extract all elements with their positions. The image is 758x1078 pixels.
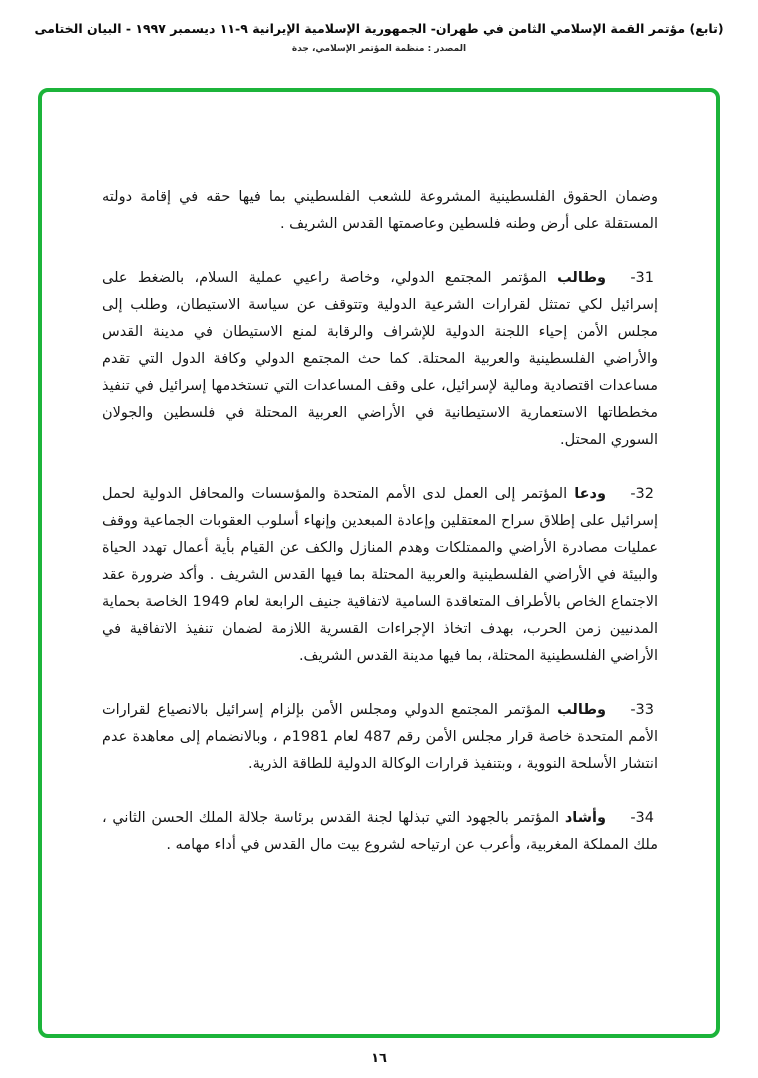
paragraph-31-lead: وطالب bbox=[557, 270, 606, 286]
page-number: ١٦ bbox=[371, 1051, 387, 1066]
paragraph-34-marker: -34 bbox=[630, 810, 654, 826]
document-title: (تابع) مؤتمر القمة الإسلامي الثامن في طهران- الجمهورية الإسلامية الإيرانية ٩-١١ ديسمبر ١٩٩٧ - البيان الختامى bbox=[34, 21, 724, 36]
paragraph-31-text: المؤتمر المجتمع الدولي، وخاصة راعيي عملية السلام، بالضغط على إسرائيل لكي تمتثل لقرارات الشرعية الدولية وتتوقف عن سياسة الاستيطان، وطلب إلى مجلس الأمن إحياء اللجنة الدولية للإشراف والرقابة لمنع الاستيطان في مدينة القدس والأراضي الفلسطينية والعربية المحتلة. كما حث المجتمع الدولي وكافة الدول التي تقدم مساعدات اقتصادية ومالية لإسرائيل، على وقف المساعدات التي تستخدمها إسرائيل في تنفيذ مخططاتها الاستعمارية الاستيطانية في الأراضي العربية المحتلة في فلسطين والجولان السوري المحتل. bbox=[102, 270, 658, 448]
document-header bbox=[0, 20, 758, 54]
intro-paragraph: وضمان الحقوق الفلسطينية المشروعة للشعب الفلسطيني بما فيها حقه في إقامة دولته المستقلة على أرض وطنه فلسطين وعاصمتها القدس الشريف . bbox=[102, 189, 658, 232]
paragraph-32-marker: -32 bbox=[630, 486, 654, 502]
paragraph-32-text: المؤتمر إلى العمل لدى الأمم المتحدة والمؤسسات والمحافل الدولية لحمل إسرائيل على إطلاق سراح المعتقلين وإعادة المبعدين وإنهاء أسلوب العقوبات الجماعية ووقف عمليات مصادرة الأراضي والممتلكات وهدم المنازل والكف عن القيام بأية أعمال تهدد الحياة والبيئة في الأراضي الفلسطينية والعربية المحتلة بما فيها القدس الشريف . وأكد ضرورة عقد الاجتماع الخاص بالأطراف المتعاقدة السامية لاتفاقية جنيف الرابعة لعام 1949 الخاصة بحماية المدنيين زمن الحرب، بهدف اتخاذ الإجراءات القسرية اللازمة لضمان تنفيذ الاتفاقية في الأراضي الفلسطينية المحتلة، بما فيها مدينة القدس الشريف. bbox=[102, 486, 658, 664]
document-body bbox=[102, 184, 658, 859]
paragraph-33 bbox=[102, 697, 658, 778]
paragraph-33-marker: -33 bbox=[630, 702, 654, 718]
paragraph-31-marker: -31 bbox=[630, 270, 654, 286]
paragraph-34 bbox=[102, 805, 658, 859]
paragraph-31 bbox=[102, 265, 658, 454]
paragraph-32 bbox=[102, 481, 658, 670]
paragraph-34-text: المؤتمر بالجهود التي تبذلها لجنة القدس برئاسة جلالة الملك الحسن الثاني ، ملك المملكة المغربية، وأعرب عن ارتياحه لشروع بيت مال القدس في أداء مهامه . bbox=[102, 810, 658, 853]
page-border-frame bbox=[38, 88, 720, 1038]
paragraph-34-lead: وأشاد bbox=[564, 810, 606, 826]
paragraph-32-lead: ودعا bbox=[574, 486, 606, 502]
document-source-line: المصدر : منظمة المؤتمر الإسلامي، جدة bbox=[291, 43, 467, 54]
paragraph-33-lead: وطالب bbox=[557, 702, 606, 718]
paragraph-33-text: المؤتمر المجتمع الدولي ومجلس الأمن بإلزام إسرائيل بالانصياع لقرارات الأمم المتحدة خاصة قرار مجلس الأمن رقم 487 لعام 1981م ، وبالانضمام إلى معاهدة عدم انتشار الأسلحة النووية ، وبتنفيذ قرارات الوكالة الدولية للطاقة الذرية. bbox=[102, 702, 659, 772]
